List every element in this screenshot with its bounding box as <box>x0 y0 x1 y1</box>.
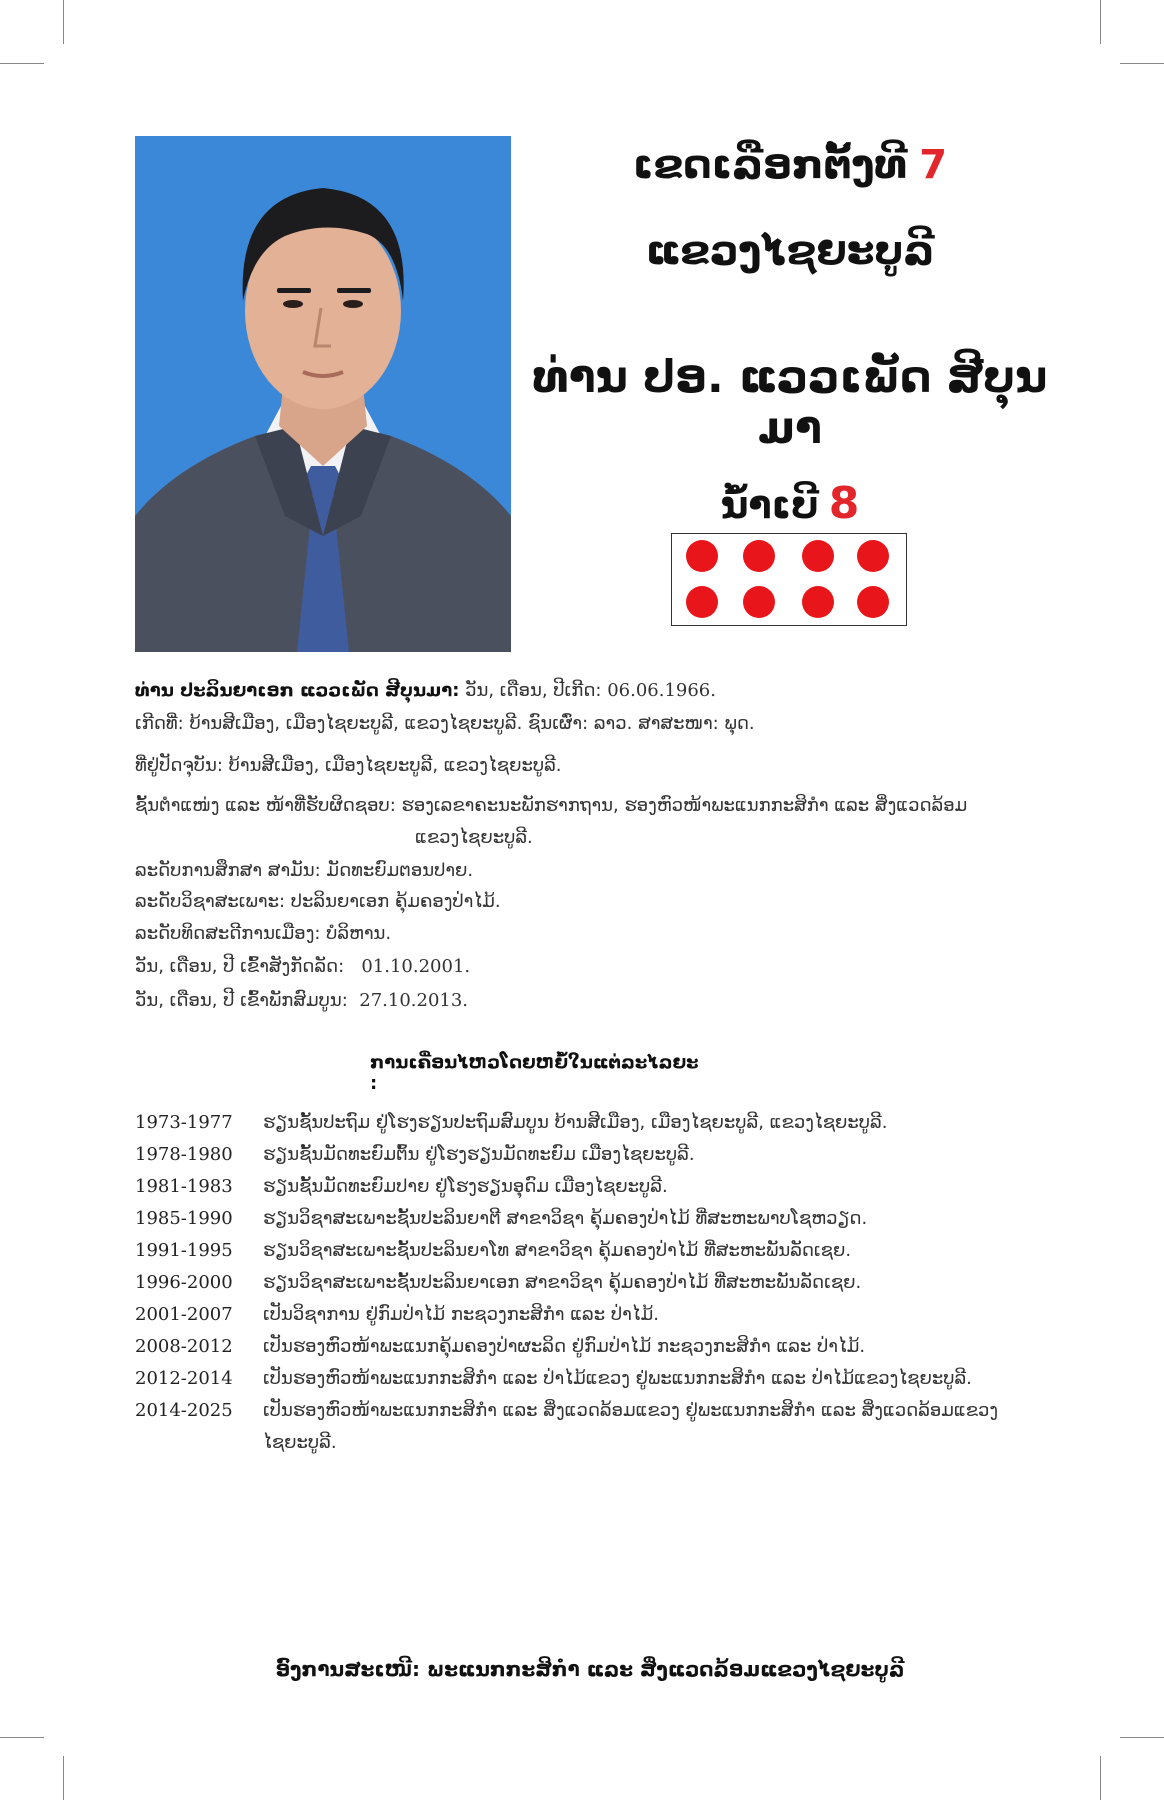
candidate-name: ທ່ານ ປອ. ແວວເພັດ ສີບຸນມາ <box>532 352 1048 454</box>
position-line-cont: ແຂວງໄຊຍະບູລີ. <box>415 827 533 848</box>
crop-mark <box>0 63 44 64</box>
timeline-text: ເປັນຮອງຫົວໜ້າພະແນກຄຸ້ມຄອງປ່າຜະລິດ ຢູ່ກົມປ່າໄມ້ ກະຊວງກະສິກຳ ແລະ ປ່າໄມ້. <box>263 1336 866 1357</box>
timeline-years: 1973-1977 <box>135 1112 233 1133</box>
ballot-dot <box>802 540 834 572</box>
timeline-text-cont: ໄຊຍະບູລີ. <box>263 1432 337 1453</box>
district-number: 7 <box>919 142 948 188</box>
timeline-years: 1996-2000 <box>135 1272 233 1293</box>
crop-mark <box>1100 1756 1101 1800</box>
ballot-dot <box>686 540 718 572</box>
timeline-text: ຮຽນຊັ້ນປະຖົມ ຢູ່ໂຮງຮຽນປະຖົມສົມບູນ ບ້ານສີເມືອງ, ເມືອງໄຊຍະບູລີ, ແຂວງໄຊຍະບູລີ. <box>263 1112 888 1133</box>
timeline-years: 2012-2014 <box>135 1368 233 1389</box>
timeline-text: ຮຽນວິຊາສະເພາະຊັ້ນປະລິນຍາໂທ ສາຂາວິຊາ ຄຸ້ມຄອງປ່າໄມ້ ທີ່ສະຫະພັນລັດເຊຍ. <box>263 1240 852 1261</box>
ballot-number: 8 <box>828 478 860 529</box>
ballot-dot <box>857 540 889 572</box>
residence-line: ທີ່ຢູ່ປັດຈຸບັນ: ບ້ານສີເມືອງ, ເມືອງໄຊຍະບູລີ, ແຂວງໄຊຍະບູລີ. <box>135 755 562 776</box>
general-education-line: ລະດັບການສຶກສາ ສາມັນ: ມັດທະຍົມຕອນປາຍ. <box>135 860 474 881</box>
crop-mark <box>63 1756 64 1800</box>
crop-mark <box>63 0 64 44</box>
timeline-years: 1991-1995 <box>135 1240 233 1261</box>
ballot-dot <box>857 586 889 618</box>
timeline-years: 2001-2007 <box>135 1304 233 1325</box>
timeline-years: 1978-1980 <box>135 1144 233 1165</box>
ballot-dot <box>686 586 718 618</box>
union-join-line <box>135 956 470 977</box>
crop-mark <box>0 1737 44 1738</box>
timeline-years: 2008-2012 <box>135 1336 233 1357</box>
crop-mark <box>1120 63 1164 64</box>
timeline-text: ເປັນຮອງຫົວໜ້າພະແນກກະສິກຳ ແລະ ປ່າໄມ້ແຂວງ ຢູ່ພະແນກກະສິກຳ ແລະ ປ່າໄມ້ແຂວງໄຊຍະບູລີ. <box>263 1368 972 1389</box>
political-theory-line: ລະດັບທິດສະດີການເມືອງ: ບໍລິຫານ. <box>135 923 392 944</box>
timeline-text: ຮຽນຊັ້ນມັດທະຍົມຕົ້ນ ຢູ່ໂຮງຮຽນມັດທະຍົມ ເມືອງໄຊຍະບູລີ. <box>263 1144 695 1165</box>
ballot-dots-box <box>671 533 907 626</box>
timeline-text: ຮຽນວິຊາສະເພາະຊັ້ນປະລິນຍາຕີ ສາຂາວິຊາ ຄຸ້ມຄອງປ່າໄມ້ ທີ່ສະຫະພາບໂຊຫວຽດ. <box>263 1208 868 1229</box>
proposing-organization: ອົງການສະເໜີ: ພະແນກກະສິກຳ ແລະ ສິ່ງແວດລ້ອມແຂວງໄຊຍະບູລີ <box>275 1657 905 1681</box>
district-heading <box>530 142 1050 188</box>
timeline-text: ເປັນວິຊາການ ຢູ່ກົມປ່າໄມ້ ກະຊວງກະສິກຳ ແລະ ປ່າໄມ້. <box>263 1304 659 1325</box>
ballot-number-heading <box>530 478 1050 529</box>
bio-name-line <box>135 680 716 701</box>
birthplace-line: ເກີດທີ່: ບ້ານສີເມືອງ, ເມືອງໄຊຍະບູລີ, ແຂວງໄຊຍະບູລີ. ຊົນເຜົ່າ: ລາວ. ສາສະໜາ: ພຸດ. <box>135 713 755 734</box>
ballot-dot <box>743 586 775 618</box>
portrait-illustration <box>135 136 511 652</box>
timeline-text: ເປັນຮອງຫົວໜ້າພະແນກກະສິກຳ ແລະ ສິ່ງແວດລ້ອມແຂວງ ຢູ່ພະແນກກະສິກຳ ແລະ ສິ່ງແວດລ້ອມແຂວງ <box>263 1400 999 1421</box>
timeline-text: ຮຽນຊັ້ນມັດທະຍົມປາຍ ຢູ່ໂຮງຮຽນອຸດົມ ເມືອງໄຊຍະບູລີ. <box>263 1176 668 1197</box>
timeline-years: 1981-1983 <box>135 1176 233 1197</box>
specialized-education-line: ລະດັບວິຊາສະເພາະ: ປະລິນຍາເອກ ຄຸ້ມຄອງປ່າໄມ້. <box>135 891 501 912</box>
timeline-years: 2014-2025 <box>135 1400 233 1421</box>
party-join-line <box>135 990 468 1011</box>
candidate-portrait <box>135 136 511 652</box>
party-join-date: 27.10.2013. <box>359 990 469 1011</box>
province-heading: ແຂວງໄຊຍະບູລີ <box>645 228 935 274</box>
birthdate-label: ວັນ, ເດືອນ, ປີເກີດ: <box>459 680 608 701</box>
timeline-title: ການເຄື່ອນໄຫວໂດຍຫຍໍ້ໃນແຕ່ລະໄລຍະ : <box>370 1052 699 1094</box>
position-line: ຊັ້ນຕຳແໜ່ງ ແລະ ໜ້າທີ່ຮັບຜິດຊອບ: ຮອງເລຂາຄະນະພັກຮາກຖານ, ຮອງຫົວໜ້າພະແນກກະສິກຳ ແລະ ສິ່ງແວດລ້ອມ <box>135 795 968 816</box>
party-join-label: ວັນ, ເດືອນ, ປີ ເຂົ້າພັກສົມບູນ: <box>135 990 348 1011</box>
bio-name-label: ທ່ານ ປະລິນຍາເອກ ແວວເພັດ ສີບຸນມາ: <box>135 680 460 701</box>
timeline-text: ຮຽນວິຊາສະເພາະຊັ້ນປະລິນຍາເອກ ສາຂາວິຊາ ຄຸ້ມຄອງປ່າໄມ້ ທີ່ສະຫະພັນລັດເຊຍ. <box>263 1272 862 1293</box>
ballot-number-label: ນ້ຳເບີ <box>720 483 819 527</box>
district-label: ເຂດເລືອກຕັ້ງທີ <box>632 142 908 188</box>
crop-mark <box>1120 1737 1164 1738</box>
ballot-dot <box>802 586 834 618</box>
crop-mark <box>1100 0 1101 44</box>
union-join-label: ວັນ, ເດືອນ, ປີ ເຂົ້າສັງກັດລັດ: <box>135 956 345 977</box>
timeline-years: 1985-1990 <box>135 1208 233 1229</box>
birthdate-value: 06.06.1966. <box>607 680 716 701</box>
ballot-dot <box>743 540 775 572</box>
union-join-date: 01.10.2001. <box>361 956 471 977</box>
